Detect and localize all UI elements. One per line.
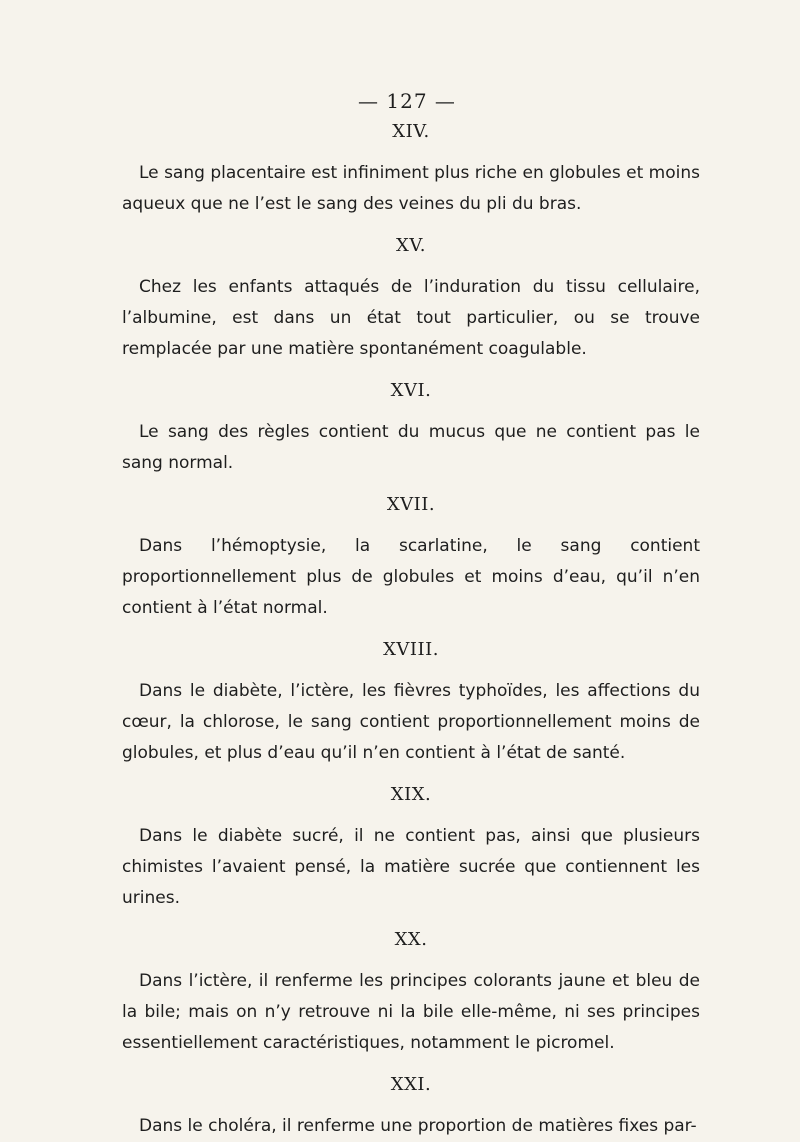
section-heading: XXI. [390,1074,432,1095]
section-xx [122,926,700,1059]
section-paragraph: Dans le diabète, l’ictère, les fièvres typhoïdes, les affections du cœur, la chlorose, le sang contient proportionnellement moins de globules, et plus d’eau qu’il n’en contient à l’état de santé. [122,681,700,763]
section-xxi [122,1071,700,1142]
page-number: — 127 — [358,89,456,113]
section-paragraph: Dans le diabète sucré, il ne contient pas, ainsi que plusieurs chimistes l’avaient pensé, la matière sucrée que contiennent les urines. [122,826,700,908]
section-xv [122,232,700,365]
section-paragraph: Le sang des règles contient du mucus que ne contient pas le sang normal. [122,422,700,473]
section-paragraph: Le sang placentaire est infiniment plus riche en globules et moins aqueux que ne l’est le sang des veines du pli du bras. [122,163,700,214]
section-heading: XVII. [386,494,436,515]
section-heading: XVI. [390,380,432,401]
section-paragraph: Chez les enfants attaqués de l’induration du tissu cellulaire, l’albumine, est dans un état tout particulier, ou se trouve remplacée par une matière spontanément coagulable. [122,277,700,359]
section-heading: XX. [394,929,428,950]
section-heading: XIV. [392,121,430,142]
section-heading: XIX. [390,784,432,805]
section-xvi [122,377,700,479]
section-paragraph: Dans l’ictère, il renferme les principes colorants jaune et bleu de la bile; mais on n’y retrouve ni la bile elle-même, ni ses principes essentiellement caractéristiques, notamment le picromel. [122,971,700,1053]
section-xvii [122,491,700,624]
section-heading: XVIII. [383,639,439,660]
section-xviii [122,636,700,769]
section-paragraph: Dans le choléra, il renferme une proportion de matières fixes par- [139,1116,697,1136]
section-xix [122,781,700,914]
section-paragraph: Dans l’hémoptysie, la scarlatine, le sang contient proportionnellement plus de globules et moins d’eau, qu’il n’en contient à l’état normal. [122,536,700,618]
section-xiv [122,118,700,220]
section-heading: XV. [396,235,426,256]
